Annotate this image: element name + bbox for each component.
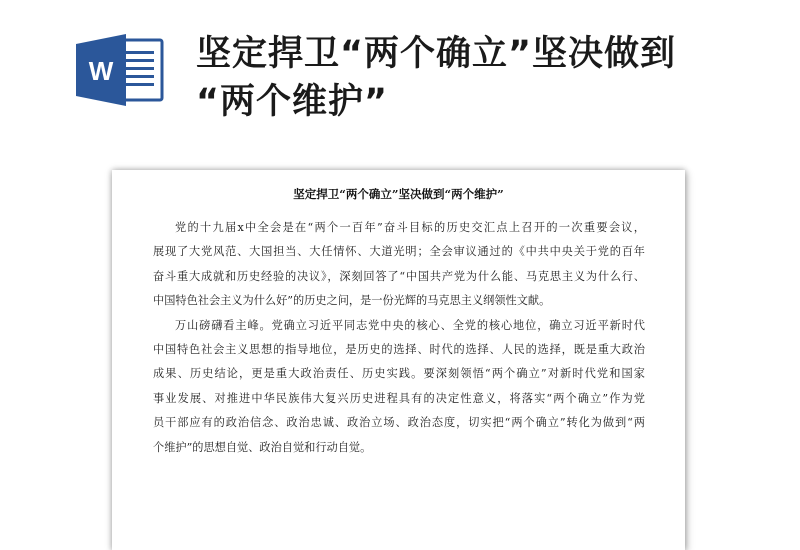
paragraph-line: 个维护”的思想自觉、政治自觉和行动自觉。: [153, 440, 372, 454]
paragraph-line: 中国特色社会主义为什么好”的历史之问，是一份光辉的马克思主义纲领性文献。: [153, 294, 551, 308]
paragraph-line: 成果、历史结论，更是重大政治责任、历史实践。要深刻领悟“两个确立”对新时代党和国家: [153, 367, 645, 381]
paragraph-line: 中国特色社会主义思想的指导地位，是历史的选择、时代的选择、人民的选择，既是重大政治: [153, 342, 645, 356]
word-document-icon: [76, 34, 166, 106]
document-page: [112, 170, 685, 550]
header-title-line2: “两个维护”: [196, 82, 389, 122]
paragraph-line: 奋斗重大成就和历史经验的决议》，深刻回答了“中国共产党为什么能、马克思主义为什么行、: [153, 269, 645, 283]
paragraph-line: 万山磅礴看主峰。党确立习近平同志党中央的核心、全党的核心地位，确立习近平新时代: [175, 318, 645, 332]
header-title-line1: 坚定捍卫“两个确立”坚决做到: [196, 34, 677, 74]
paragraph-line: 展现了大党风范、大国担当、大任情怀、大道光明；全会审议通过的《中共中央关于党的百年: [153, 245, 645, 259]
word-app-icon: [76, 34, 166, 106]
document-body: [153, 216, 645, 460]
paragraph-line: 员干部应有的政治信念、政治忠诚、政治立场、政治态度，切实把“两个确立”转化为做到“两: [153, 416, 645, 430]
document-title: 坚定捍卫“两个确立”坚决做到“两个维护”: [293, 187, 504, 201]
paragraph-line: 事业发展、对推进中华民族伟大复兴历史进程具有的决定性意义，将落实“两个确立”作为党: [153, 391, 645, 405]
header-title: [196, 30, 776, 126]
word-icon-letter: W: [88, 56, 114, 86]
paragraph-line: 党的十九届x中全会是在“两个一百年”奋斗目标的历史交汇点上召开的一次重要会议，: [175, 221, 645, 234]
